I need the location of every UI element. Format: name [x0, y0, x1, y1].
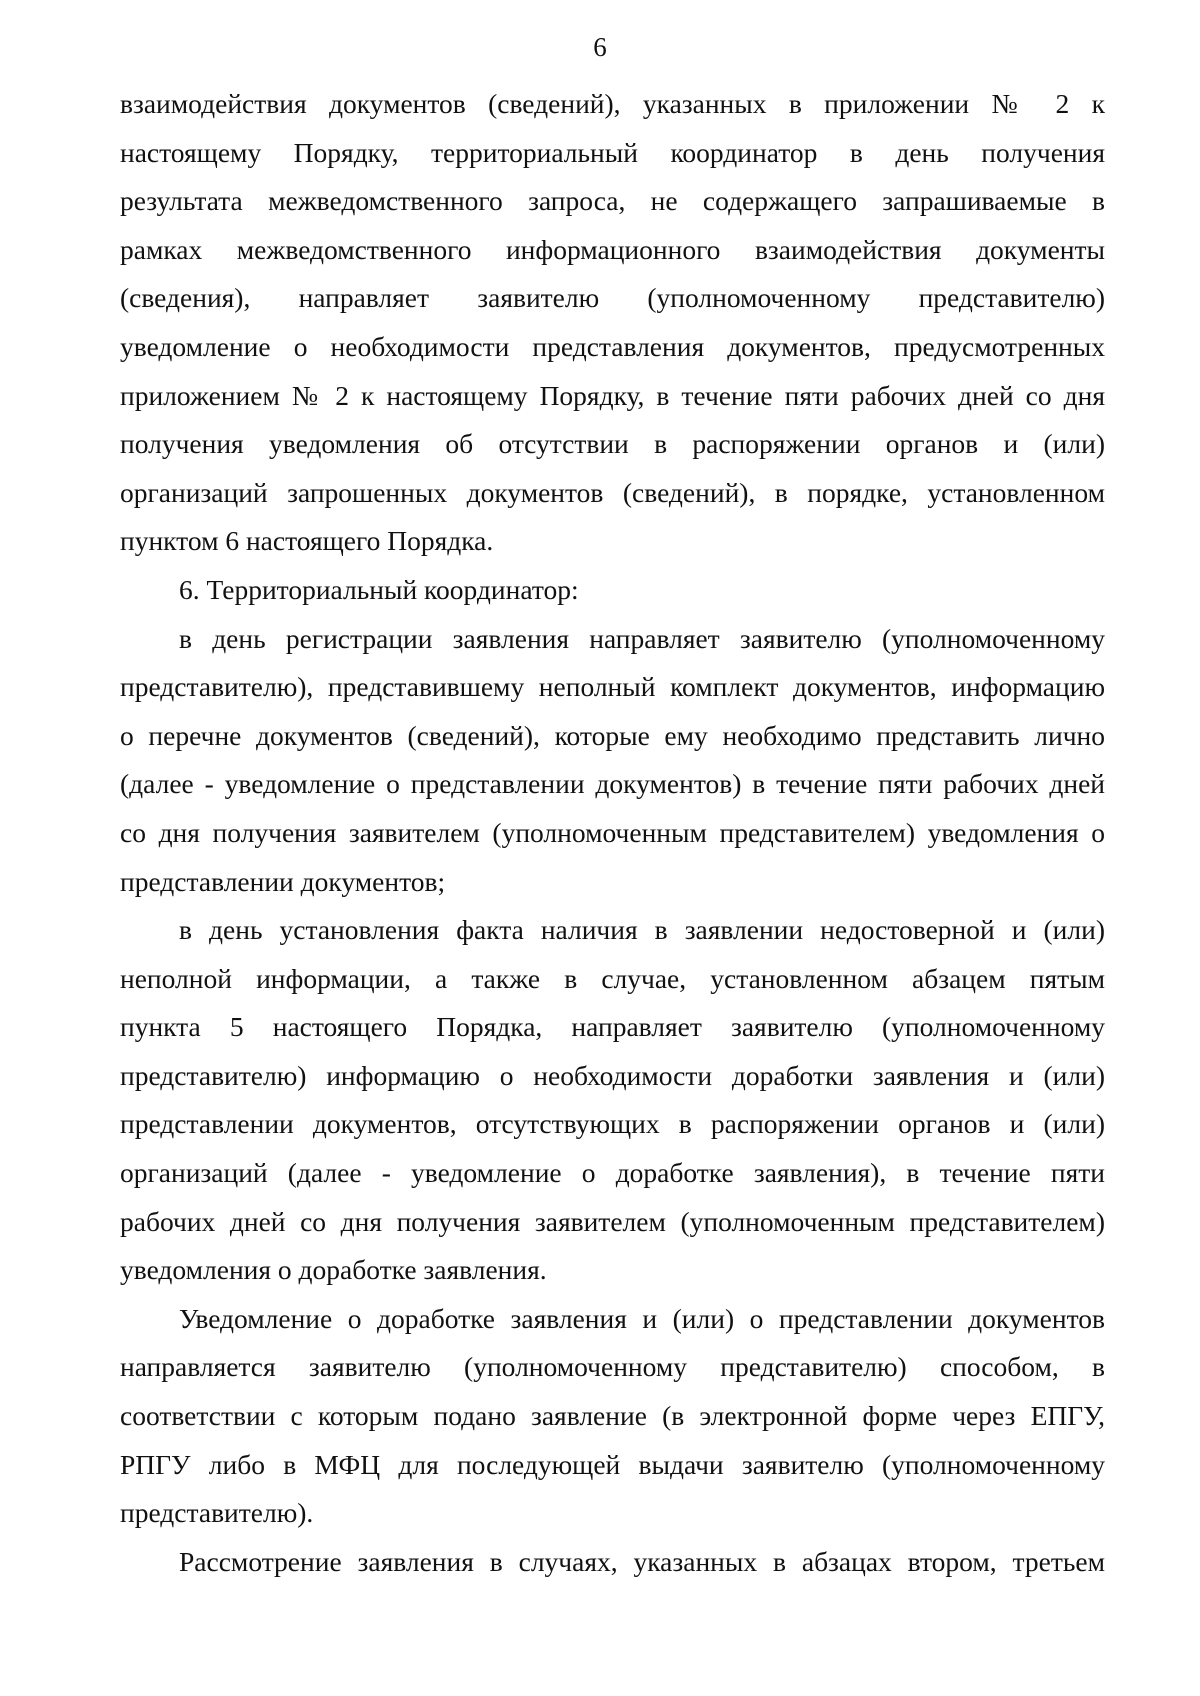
document-body [120, 80, 1105, 1586]
text-line: настоящему Порядку, территориальный координатор в день получения [120, 136, 1105, 168]
text-line: о перечне документов (сведений), которые ему необходимо представить лично [120, 719, 1105, 751]
text-line: уведомление о необходимости представления документов, предусмотренных [120, 330, 1105, 362]
text-line: (сведения), направляет заявителю (уполномоченному представителю) [120, 282, 1105, 314]
paragraph-6 [120, 1538, 1105, 1587]
text-line: представителю). [120, 1497, 314, 1529]
text-line: представителю), представившему неполный комплект документов, информацию [120, 671, 1105, 703]
text-line: пункта 5 настоящего Порядка, направляет заявителю (уполномоченному [120, 1011, 1105, 1043]
text-line: Рассмотрение заявления в случаях, указанных в абзацах втором, третьем [179, 1545, 1105, 1577]
text-line: представлении документов; [120, 865, 446, 897]
text-line: результата межведомственного запроса, не содержащего запрашиваемые в [120, 185, 1105, 217]
text-line: уведомления о доработке заявления. [120, 1254, 547, 1286]
text-line: со дня получения заявителем (уполномоченным представителем) уведомления о [120, 816, 1105, 848]
paragraph-5 [120, 1295, 1105, 1538]
text-line: рамках межведомственного информационного взаимодействия документы [120, 233, 1105, 265]
text-line: организаций (далее - уведомление о доработке заявления), в течение пяти [120, 1157, 1105, 1189]
paragraph-4 [120, 906, 1105, 1295]
text-line: приложением № 2 к настоящему Порядку, в течение пяти рабочих дней со дня [120, 379, 1105, 411]
text-line: направляется заявителю (уполномоченному представителю) способом, в [120, 1351, 1105, 1383]
text-line: пунктом 6 настоящего Порядка. [120, 525, 494, 557]
text-line: Уведомление о доработке заявления и (или) о представлении документов [179, 1302, 1105, 1334]
text-line: в день установления факта наличия в заявлении недостоверной и (или) [179, 914, 1105, 946]
text-line: рабочих дней со дня получения заявителем (уполномоченным представителем) [120, 1205, 1105, 1237]
text-line: взаимодействия документов (сведений), указанных в приложении № 2 к [120, 88, 1105, 119]
text-line: представителю) информацию о необходимости доработки заявления и (или) [120, 1059, 1105, 1091]
text-line: организаций запрошенных документов (сведений), в порядке, установленном [120, 476, 1105, 508]
text-line: 6. Территориальный координатор: [179, 573, 579, 605]
page-number: 6 [593, 32, 607, 62]
text-line: получения уведомления об отсутствии в распоряжении органов и (или) [120, 428, 1105, 460]
text-line: соответствии с которым подано заявление (в электронной форме через ЕПГУ, [120, 1400, 1105, 1432]
text-line: (далее - уведомление о представлении документов) в течение пяти рабочих дней [120, 768, 1105, 800]
text-line: представлении документов, отсутствующих в распоряжении органов и (или) [120, 1108, 1105, 1140]
text-line: в день регистрации заявления направляет заявителю (уполномоченному [179, 622, 1105, 654]
paragraph-3 [120, 615, 1105, 907]
text-line: неполной информации, а также в случае, установленном абзацем пятым [120, 962, 1105, 994]
paragraph-1 [120, 80, 1105, 566]
paragraph-2 [120, 566, 1105, 615]
text-line: РПГУ либо в МФЦ для последующей выдачи заявителю (уполномоченному [120, 1448, 1105, 1480]
